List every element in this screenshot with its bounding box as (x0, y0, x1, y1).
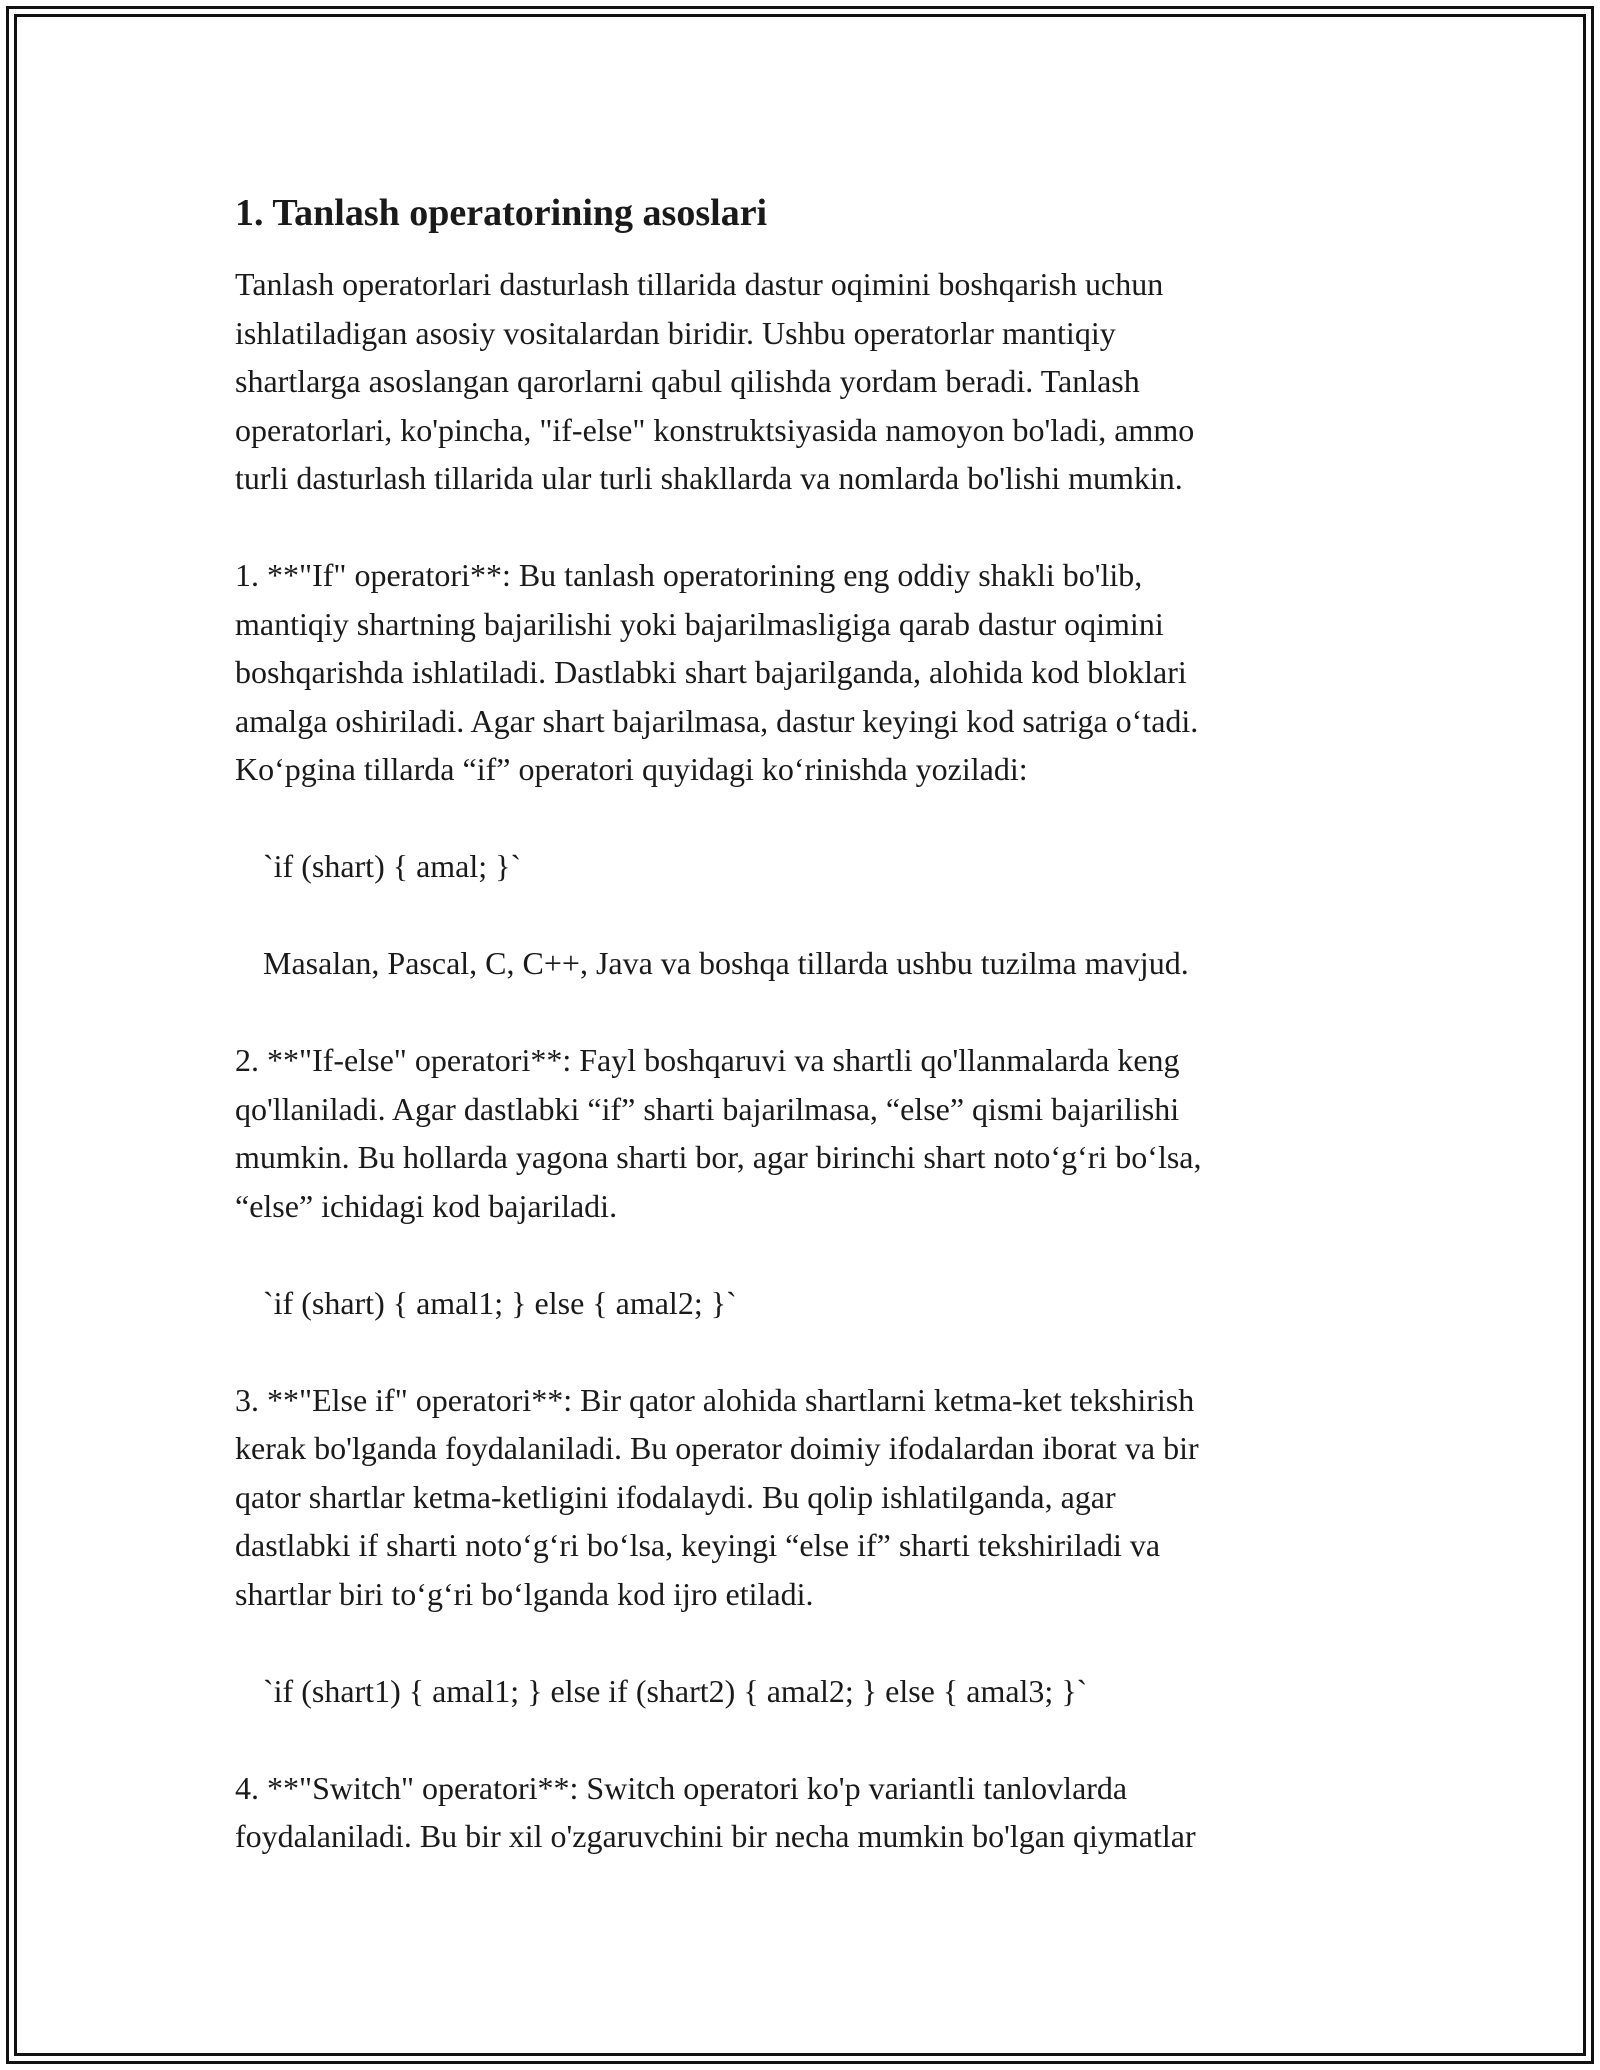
text-line: “else” ichidagi kod bajariladi. (235, 1187, 618, 1224)
text-line: Tanlash operatorlari dasturlash tillarida dastur oqimini boshqarish uchun (235, 266, 1164, 302)
text-line: ishlatiladigan asosiy vositalardan biridir. Ushbu operatorlar mantiqiy (235, 314, 1116, 351)
text-line: amalga oshiriladi. Agar shart bajarilmasa, dastur keyingi kod satriga o‘tadi. (235, 702, 1199, 739)
code-example-paragraph (235, 842, 1375, 891)
text-line: operatorlari, ko'pincha, "if-else" konstruktsiyasida namoyon bo'ladi, ammo (235, 411, 1195, 448)
text-line: kerak bo'lganda foydalaniladi. Bu operator doimiy ifodalardan iborat va bir (235, 1430, 1199, 1466)
text-line: boshqarishda ishlatiladi. Dastlabki shart bajarilganda, alohida kod bloklari (235, 654, 1187, 690)
text-line: foydalaniladi. Bu bir xil o'zgaruvchini bir necha mumkin bo'lgan qiymatlar (235, 1818, 1196, 1854)
code-example-paragraph (235, 939, 1375, 988)
body-paragraph (235, 260, 1375, 503)
text-line: shartlar biri to‘g‘ri bo‘lganda kod ijro etiladi. (235, 1575, 814, 1612)
body-paragraph (235, 1764, 1375, 1861)
text-line: 2. **"If-else" operatori**: Fayl boshqaruvi va shartli qo'llanmalarda keng (235, 1042, 1180, 1078)
text-line: shartlarga asoslangan qarorlarni qabul qilishda yordam beradi. Tanlash (235, 363, 1140, 399)
text-line: Masalan, Pascal, C, C++, Java va boshqa tillarda ushbu tuzilma mavjud. (263, 945, 1189, 981)
text-line: `if (shart) { amal; }` (263, 848, 522, 884)
text-line: mumkin. Bu hollarda yagona sharti bor, agar birinchi shart noto‘g‘ri bo‘lsa, (235, 1139, 1202, 1175)
text-line: 1. **"If" operatori**: Bu tanlash operatorining eng oddiy shakli bo'lib, (235, 557, 1143, 593)
body-paragraph (235, 1036, 1375, 1230)
body-paragraph (235, 551, 1375, 794)
text-line: dastlabki if sharti noto‘g‘ri bo‘lsa, keyingi “else if” sharti tekshiriladi va (235, 1527, 1161, 1563)
text-line: 4. **"Switch" operatori**: Switch operatori ko'p variantli tanlovlarda (235, 1769, 1128, 1806)
text-line: `if (shart1) { amal1; } else if (shart2) { amal2; } else { amal3; }` (263, 1672, 1088, 1709)
text-line: `if (shart) { amal1; } else { amal2; }` (263, 1284, 737, 1321)
paragraph-list (235, 260, 1375, 1861)
body-paragraph (235, 1376, 1375, 1619)
text-line: qo'llaniladi. Agar dastlabki “if” sharti bajarilmasa, “else” qismi bajarilishi (235, 1090, 1180, 1127)
text-line: Ko‘pgina tillarda “if” operatori quyidagi ko‘rinishda yoziladi: (235, 751, 1028, 787)
section-heading: 1. Tanlash operatorining asoslari (235, 192, 768, 234)
text-line: 3. **"Else if" operatori**: Bir qator alohida shartlarni ketma-ket tekshirish (235, 1381, 1195, 1418)
code-example-paragraph (235, 1667, 1375, 1716)
text-line: qator shartlar ketma-ketligini ifodalaydi. Bu qolip ishlatilganda, agar (235, 1478, 1116, 1515)
text-line: turli dasturlash tillarida ular turli shakllarda va nomlarda bo'lishi mumkin. (235, 460, 1183, 496)
text-line: mantiqiy shartning bajarilishi yoki bajarilmasligiga qarab dastur oqimini (235, 605, 1164, 642)
document-body (235, 188, 1375, 1909)
code-example-paragraph (235, 1279, 1375, 1328)
